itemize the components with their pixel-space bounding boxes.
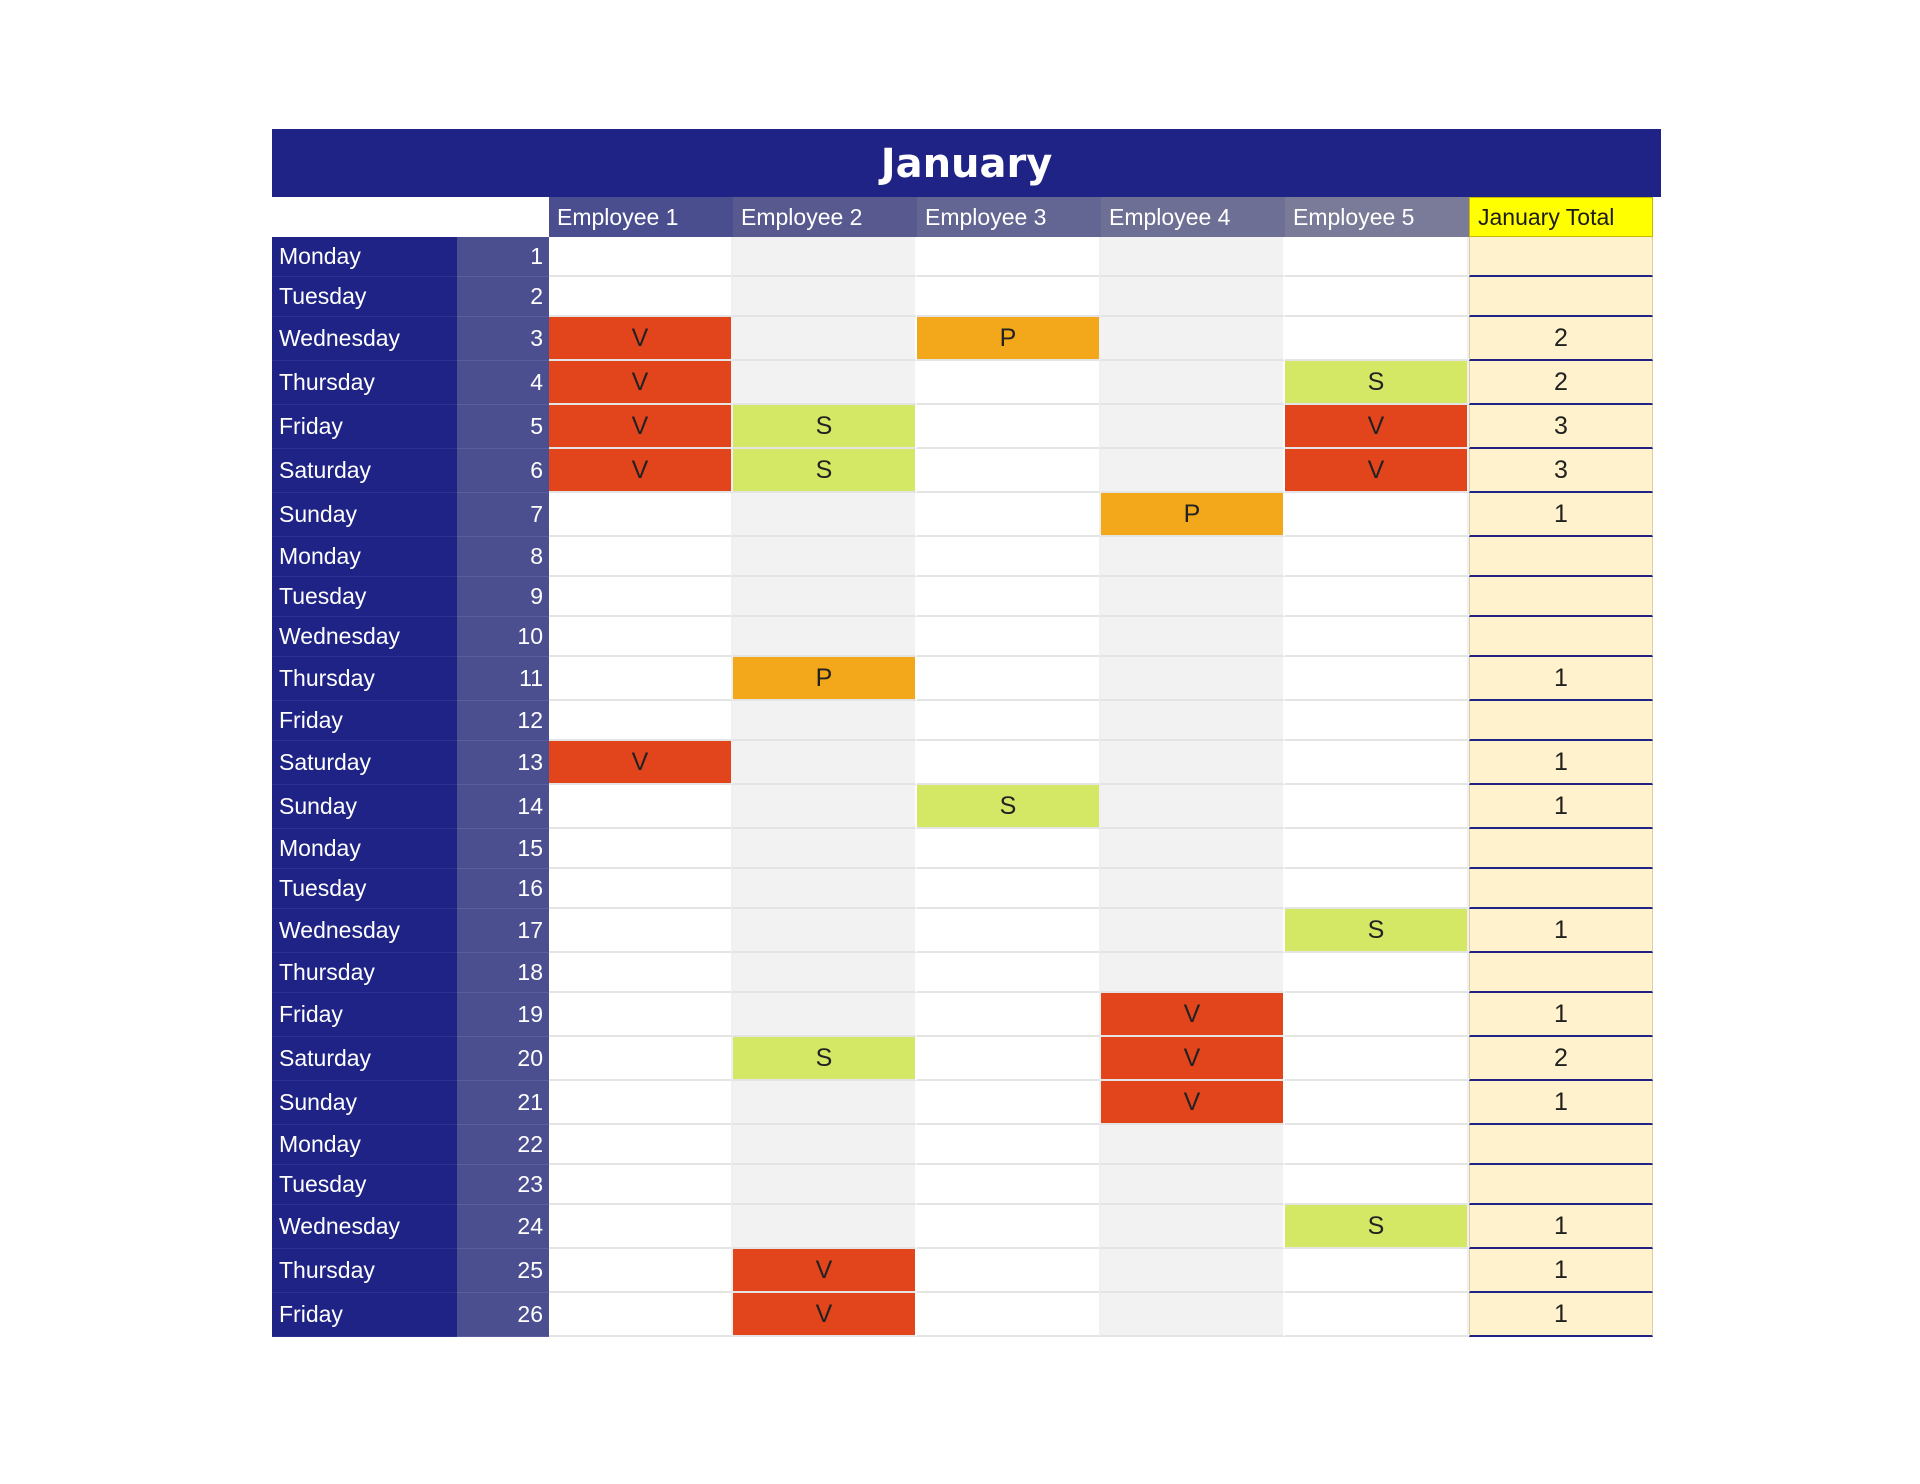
month-total-cell[interactable] [1469,1125,1653,1165]
employee-2-entry-cell[interactable] [733,993,917,1037]
employee-1-entry-cell[interactable] [549,617,733,657]
date-number-cell[interactable]: 16 [457,869,549,909]
employee-1-entry-cell[interactable] [549,657,733,701]
date-number-cell[interactable]: 7 [457,493,549,537]
employee-2-entry-cell[interactable]: V [733,1249,917,1293]
month-total-cell[interactable]: 2 [1469,1037,1653,1081]
date-number-cell[interactable]: 17 [457,909,549,953]
month-total-cell[interactable]: 1 [1469,741,1653,785]
employee-2-entry-cell[interactable]: S [733,449,917,493]
day-name-cell[interactable]: Friday [272,701,457,741]
month-total-cell[interactable] [1469,953,1653,993]
day-name-cell[interactable]: Friday [272,993,457,1037]
month-total-cell[interactable] [1469,237,1653,277]
employee-1-entry-cell[interactable] [549,577,733,617]
day-name-cell[interactable]: Wednesday [272,1205,457,1249]
employee-1-entry-cell[interactable]: V [549,741,733,785]
employee-5-entry-cell[interactable] [1285,1037,1469,1081]
employee-1-entry-cell[interactable] [549,1081,733,1125]
employee-2-entry-cell[interactable]: P [733,657,917,701]
employee-3-entry-cell[interactable] [917,361,1101,405]
day-name-cell[interactable]: Sunday [272,493,457,537]
employee-2-entry-cell[interactable] [733,493,917,537]
employee-1-entry-cell[interactable]: V [549,317,733,361]
employee-3-entry-cell[interactable] [917,405,1101,449]
date-number-cell[interactable]: 24 [457,1205,549,1249]
day-name-cell[interactable]: Thursday [272,1249,457,1293]
employee-1-entry-cell[interactable] [549,1125,733,1165]
date-number-cell[interactable]: 8 [457,537,549,577]
month-total-cell[interactable]: 3 [1469,449,1653,493]
day-name-cell[interactable]: Wednesday [272,909,457,953]
employee-5-entry-cell[interactable] [1285,1293,1469,1337]
employee-4-entry-cell[interactable] [1101,657,1285,701]
employee-1-entry-cell[interactable] [549,1037,733,1081]
employee-4-entry-cell[interactable] [1101,701,1285,741]
employee-4-entry-cell[interactable] [1101,869,1285,909]
day-name-cell[interactable]: Tuesday [272,1165,457,1205]
employee-4-entry-cell[interactable] [1101,449,1285,493]
employee-5-entry-cell[interactable] [1285,317,1469,361]
employee-3-entry-cell[interactable] [917,1205,1101,1249]
employee-5-entry-cell[interactable] [1285,701,1469,741]
month-total-cell[interactable] [1469,577,1653,617]
employee-3-entry-cell[interactable]: S [917,785,1101,829]
employee-3-entry-cell[interactable] [917,1249,1101,1293]
employee-4-entry-cell[interactable] [1101,909,1285,953]
employee-4-entry-cell[interactable] [1101,277,1285,317]
employee-4-entry-cell[interactable] [1101,1165,1285,1205]
employee-1-entry-cell[interactable]: V [549,405,733,449]
month-total-cell[interactable] [1469,869,1653,909]
employee-2-entry-cell[interactable] [733,869,917,909]
day-name-cell[interactable]: Tuesday [272,577,457,617]
employee-2-entry-cell[interactable] [733,237,917,277]
day-name-cell[interactable]: Thursday [272,361,457,405]
month-total-cell[interactable]: 1 [1469,909,1653,953]
day-name-cell[interactable]: Saturday [272,449,457,493]
month-total-cell[interactable] [1469,1165,1653,1205]
day-name-cell[interactable]: Sunday [272,785,457,829]
date-number-cell[interactable]: 2 [457,277,549,317]
employee-2-entry-cell[interactable] [733,361,917,405]
employee-5-entry-cell[interactable] [1285,617,1469,657]
month-total-cell[interactable]: 2 [1469,317,1653,361]
employee-4-entry-cell[interactable]: V [1101,993,1285,1037]
header-employee-5[interactable]: Employee 5 [1285,197,1469,237]
month-total-cell[interactable]: 1 [1469,993,1653,1037]
month-total-cell[interactable]: 1 [1469,493,1653,537]
employee-4-entry-cell[interactable] [1101,1205,1285,1249]
employee-1-entry-cell[interactable]: V [549,361,733,405]
month-total-cell[interactable] [1469,829,1653,869]
month-total-cell[interactable]: 1 [1469,1205,1653,1249]
date-number-cell[interactable]: 1 [457,237,549,277]
employee-1-entry-cell[interactable] [549,909,733,953]
employee-5-entry-cell[interactable]: S [1285,1205,1469,1249]
header-employee-1[interactable]: Employee 1 [549,197,733,237]
employee-3-entry-cell[interactable] [917,953,1101,993]
month-total-cell[interactable] [1469,277,1653,317]
date-number-cell[interactable]: 3 [457,317,549,361]
employee-4-entry-cell[interactable] [1101,237,1285,277]
employee-2-entry-cell[interactable] [733,1165,917,1205]
employee-2-entry-cell[interactable]: S [733,1037,917,1081]
employee-2-entry-cell[interactable] [733,277,917,317]
employee-2-entry-cell[interactable] [733,741,917,785]
date-number-cell[interactable]: 21 [457,1081,549,1125]
date-number-cell[interactable]: 18 [457,953,549,993]
employee-1-entry-cell[interactable] [549,701,733,741]
employee-5-entry-cell[interactable] [1285,829,1469,869]
employee-2-entry-cell[interactable] [733,785,917,829]
employee-2-entry-cell[interactable] [733,1081,917,1125]
employee-5-entry-cell[interactable]: S [1285,909,1469,953]
sheet-title: January [272,129,1661,197]
employee-1-entry-cell[interactable] [549,993,733,1037]
date-number-cell[interactable]: 19 [457,993,549,1037]
day-name-cell[interactable]: Monday [272,237,457,277]
employee-1-entry-cell[interactable] [549,277,733,317]
employee-2-entry-cell[interactable]: S [733,405,917,449]
month-total-cell[interactable]: 2 [1469,361,1653,405]
employee-4-entry-cell[interactable] [1101,405,1285,449]
month-total-cell[interactable] [1469,537,1653,577]
employee-2-entry-cell[interactable] [733,317,917,361]
day-name-cell[interactable]: Thursday [272,953,457,993]
date-number-cell[interactable]: 14 [457,785,549,829]
month-total-cell[interactable]: 3 [1469,405,1653,449]
date-number-cell[interactable]: 6 [457,449,549,493]
employee-4-entry-cell[interactable] [1101,317,1285,361]
employee-1-entry-cell[interactable] [549,493,733,537]
employee-3-entry-cell[interactable] [917,493,1101,537]
employee-3-entry-cell[interactable] [917,909,1101,953]
employee-2-entry-cell[interactable] [733,829,917,869]
month-total-cell[interactable]: 1 [1469,785,1653,829]
employee-4-entry-cell[interactable] [1101,617,1285,657]
month-total-cell[interactable]: 1 [1469,657,1653,701]
day-name-cell[interactable]: Wednesday [272,317,457,361]
employee-5-entry-cell[interactable] [1285,741,1469,785]
month-total-cell[interactable] [1469,701,1653,741]
employee-5-entry-cell[interactable] [1285,1249,1469,1293]
employee-1-entry-cell[interactable] [549,1293,733,1337]
day-name-cell[interactable]: Monday [272,1125,457,1165]
employee-1-entry-cell[interactable] [549,785,733,829]
employee-4-entry-cell[interactable] [1101,1249,1285,1293]
employee-5-entry-cell[interactable] [1285,1165,1469,1205]
header-employee-3[interactable]: Employee 3 [917,197,1101,237]
month-total-cell[interactable] [1469,617,1653,657]
employee-1-entry-cell[interactable] [549,537,733,577]
employee-5-entry-cell[interactable] [1285,537,1469,577]
date-number-cell[interactable]: 22 [457,1125,549,1165]
employee-1-entry-cell[interactable] [549,953,733,993]
month-total-cell[interactable]: 1 [1469,1249,1653,1293]
employee-3-entry-cell[interactable] [917,869,1101,909]
employee-2-entry-cell[interactable] [733,537,917,577]
employee-4-entry-cell[interactable] [1101,1293,1285,1337]
date-number-cell[interactable]: 5 [457,405,549,449]
employee-4-entry-cell[interactable] [1101,361,1285,405]
employee-4-entry-cell[interactable] [1101,829,1285,869]
employee-4-entry-cell[interactable] [1101,537,1285,577]
employee-1-entry-cell[interactable] [549,829,733,869]
employee-3-entry-cell[interactable] [917,1165,1101,1205]
attendance-sheet [272,129,1661,1337]
employee-3-entry-cell[interactable]: P [917,317,1101,361]
employee-5-entry-cell[interactable] [1285,237,1469,277]
employee-4-entry-cell[interactable] [1101,1125,1285,1165]
employee-3-entry-cell[interactable] [917,1037,1101,1081]
date-number-cell[interactable]: 26 [457,1293,549,1337]
employee-3-entry-cell[interactable] [917,657,1101,701]
employee-2-entry-cell[interactable]: V [733,1293,917,1337]
header-corner-cell[interactable] [272,197,549,237]
employee-3-entry-cell[interactable] [917,277,1101,317]
employee-4-entry-cell[interactable] [1101,741,1285,785]
month-total-cell[interactable]: 1 [1469,1081,1653,1125]
employee-1-entry-cell[interactable] [549,237,733,277]
employee-2-entry-cell[interactable] [733,617,917,657]
date-number-cell[interactable]: 20 [457,1037,549,1081]
employee-5-entry-cell[interactable] [1285,577,1469,617]
day-name-cell[interactable]: Saturday [272,1037,457,1081]
day-name-cell[interactable]: Tuesday [272,869,457,909]
employee-3-entry-cell[interactable] [917,537,1101,577]
employee-3-entry-cell[interactable] [917,1125,1101,1165]
day-name-cell[interactable]: Monday [272,537,457,577]
employee-1-entry-cell[interactable] [549,1249,733,1293]
date-number-cell[interactable]: 11 [457,657,549,701]
employee-3-entry-cell[interactable] [917,741,1101,785]
employee-2-entry-cell[interactable] [733,953,917,993]
employee-2-entry-cell[interactable] [733,577,917,617]
employee-5-entry-cell[interactable] [1285,993,1469,1037]
employee-5-entry-cell[interactable] [1285,1081,1469,1125]
employee-4-entry-cell[interactable] [1101,577,1285,617]
employee-3-entry-cell[interactable] [917,449,1101,493]
date-number-cell[interactable]: 10 [457,617,549,657]
employee-1-entry-cell[interactable]: V [549,449,733,493]
day-name-cell[interactable]: Sunday [272,1081,457,1125]
day-name-cell[interactable]: Tuesday [272,277,457,317]
employee-2-entry-cell[interactable] [733,1205,917,1249]
employee-1-entry-cell[interactable] [549,869,733,909]
employee-4-entry-cell[interactable] [1101,953,1285,993]
employee-3-entry-cell[interactable] [917,829,1101,869]
employee-3-entry-cell[interactable] [917,1293,1101,1337]
employee-1-entry-cell[interactable] [549,1205,733,1249]
employee-2-entry-cell[interactable] [733,909,917,953]
employee-5-entry-cell[interactable] [1285,869,1469,909]
date-number-cell[interactable]: 9 [457,577,549,617]
employee-1-entry-cell[interactable] [549,1165,733,1205]
employee-2-entry-cell[interactable] [733,701,917,741]
employee-2-entry-cell[interactable] [733,1125,917,1165]
employee-3-entry-cell[interactable] [917,617,1101,657]
header-employee-4[interactable]: Employee 4 [1101,197,1285,237]
day-name-cell[interactable]: Saturday [272,741,457,785]
date-number-cell[interactable]: 25 [457,1249,549,1293]
employee-5-entry-cell[interactable] [1285,493,1469,537]
employee-5-entry-cell[interactable] [1285,953,1469,993]
day-name-cell[interactable]: Thursday [272,657,457,701]
employee-5-entry-cell[interactable]: V [1285,405,1469,449]
date-number-cell[interactable]: 13 [457,741,549,785]
date-number-cell[interactable]: 23 [457,1165,549,1205]
attendance-grid [272,197,1661,1337]
employee-5-entry-cell[interactable]: S [1285,361,1469,405]
date-number-cell[interactable]: 15 [457,829,549,869]
employee-4-entry-cell[interactable]: V [1101,1081,1285,1125]
employee-3-entry-cell[interactable] [917,993,1101,1037]
date-number-cell[interactable]: 12 [457,701,549,741]
employee-4-entry-cell[interactable]: P [1101,493,1285,537]
employee-5-entry-cell[interactable] [1285,277,1469,317]
day-name-cell[interactable]: Wednesday [272,617,457,657]
employee-5-entry-cell[interactable]: V [1285,449,1469,493]
employee-3-entry-cell[interactable] [917,1081,1101,1125]
employee-4-entry-cell[interactable] [1101,785,1285,829]
day-name-cell[interactable]: Monday [272,829,457,869]
header-employee-2[interactable]: Employee 2 [733,197,917,237]
employee-5-entry-cell[interactable] [1285,785,1469,829]
day-name-cell[interactable]: Friday [272,405,457,449]
employee-3-entry-cell[interactable] [917,701,1101,741]
employee-3-entry-cell[interactable] [917,577,1101,617]
employee-5-entry-cell[interactable] [1285,1125,1469,1165]
month-total-cell[interactable]: 1 [1469,1293,1653,1337]
employee-5-entry-cell[interactable] [1285,657,1469,701]
employee-4-entry-cell[interactable]: V [1101,1037,1285,1081]
employee-3-entry-cell[interactable] [917,237,1101,277]
header-month-total[interactable]: January Total [1469,197,1653,237]
date-number-cell[interactable]: 4 [457,361,549,405]
day-name-cell[interactable]: Friday [272,1293,457,1337]
